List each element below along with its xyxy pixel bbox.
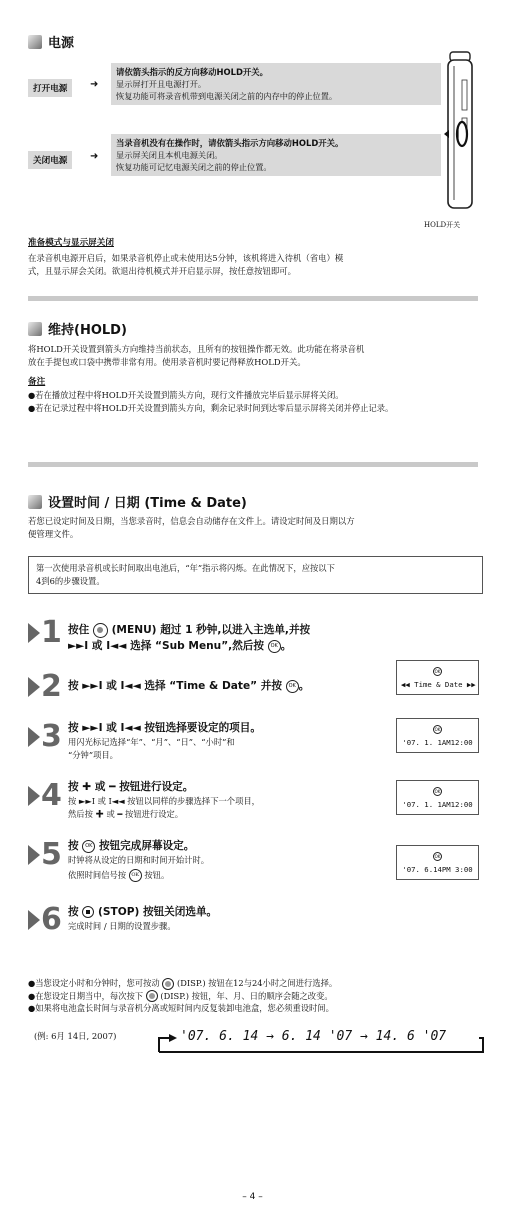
step-1-badge: 1 — [28, 618, 62, 648]
step-2-badge: 2 — [28, 672, 62, 702]
ok-indicator-icon: OK — [434, 854, 441, 859]
ok-button-icon: OK — [129, 869, 142, 882]
recorder-side-illustration — [440, 50, 480, 220]
page-number: – 4 – — [242, 1192, 263, 1202]
power-section-title: 电源 — [28, 32, 74, 51]
step-4-badge: 4 — [28, 781, 62, 811]
section-square-icon — [28, 495, 42, 509]
step-1-text: 按住 (MENU) 超过 1 秒钟,以进入主选单,并按 ►►I 或 I◄◄ 选择 “Sub Menu”,然后按 OK 。 — [68, 624, 311, 652]
lcd-screen-time-date: OK ◀◀ Time & Date ▶▶ — [396, 660, 479, 695]
lcd-screen-year: OK '07. 1. 1AM12:00 — [396, 718, 479, 753]
step-5-badge: 5 — [28, 840, 62, 870]
stop-button-icon — [82, 906, 94, 918]
lcd-screen-set: OK '07. 6.14PM 3:00 — [396, 845, 479, 880]
time-intro-text: 若您已设定时间及日期，当您录音时，信息会自动储存在文件上。请设定时间及日期以方 便管理文件。 — [28, 516, 355, 539]
date-example-label: (例: 6月 14日, 2007) — [34, 1031, 117, 1041]
time-section-title: 设置时间 / 日期 (Time & Date) — [28, 492, 247, 511]
hold-section-title: 维持(HOLD) — [28, 319, 127, 338]
step-2-text: 按 ►►I 或 I◄◄ 选择 “Time & Date” 并按 OK 。 — [68, 680, 310, 692]
date-order-sequence: '07. 6. 14 → 6. 14 '07 → 14. 6 '07 — [180, 1029, 447, 1044]
ok-indicator-icon: OK — [434, 669, 441, 674]
step-6-text: 按 (STOP) 按钮关闭选单。 完成时间 / 日期的设置步骤。 — [68, 906, 218, 931]
standby-text: 在录音机电源开启后，如果录音机停止或未使用达5分钟，该机将进入待机（省电）模 式，且显示屏会关闭。欲退出待机模式并开启显示屏，按任意按钮即可。 — [28, 253, 344, 276]
step-triangle-icon — [28, 727, 40, 747]
power-off-label: 关闭电源 — [28, 151, 72, 169]
ok-indicator-icon: OK — [434, 789, 441, 794]
ok-button-icon: OK — [82, 840, 95, 853]
hold-text: 将HOLD开关设置到箭头方向维持当前状态，且所有的按钮操作都无效。此功能在将录音机 放在手提包或口袋中携带非常有用。使用录音机时要记得释放HOLD开关。 — [28, 344, 365, 367]
power-off-description: 当录音机没有在操作时，请依箭头指示方向移动HOLD开关。 显示屏关闭且本机电源关闭。 恢复功能可记忆电源关闭之前的停止位置。 — [111, 134, 441, 176]
power-on-description: 请依箭头指示的反方向移动HOLD开关。 显示屏打开且电源打开。 恢复功能可将录音机带到电源关闭之前的内存中的停止位置。 — [111, 63, 441, 105]
menu-button-icon — [93, 623, 108, 638]
step-triangle-icon — [28, 786, 40, 806]
step-triangle-icon — [28, 910, 40, 930]
section-square-icon — [28, 322, 42, 336]
ok-button-icon: OK — [268, 640, 281, 653]
power-on-label: 打开电源 — [28, 79, 72, 97]
arrow-right-icon: ➜ — [90, 151, 99, 162]
step-3-text: 按 ►►I 或 I◄◄ 按钮选择要设定的项目。 用闪光标记选择“年”、“月”、“日”、“小时”和 “分钟”项目。 — [68, 722, 261, 760]
time-notes: ●当您设定小时和分钟时，您可按动 (DISP.) 按钮在12与24小时之间进行选择。 ●在您设定日期当中，每次按下 (DISP.) 按钮，年、月、日的顺序会随之改变。 ●如果将电池盒长时间与录音机分离或短时间内反复装卸电池盒，您必须重设时间。 — [28, 978, 338, 1013]
standby-heading: 准备模式与显示屏关闭 — [28, 238, 114, 248]
step-triangle-icon — [28, 623, 40, 643]
ok-button-icon: OK — [286, 680, 299, 693]
section-divider — [28, 296, 478, 301]
disp-button-icon — [146, 990, 158, 1002]
step-triangle-icon — [28, 845, 40, 865]
section-divider — [28, 462, 478, 467]
step-4-text: 按 ✚ 或 ━ 按钮进行设定。 按 ►►I 或 I◄◄ 按钮以同样的步骤选择下一个项目， 然后按 ✚ 或 ━ 按钮进行设定。 — [68, 781, 260, 819]
section-square-icon — [28, 35, 42, 49]
time-first-use-note: 第一次使用录音机或长时间取出电池后，“年”指示将闪烁。在此情况下，应按以下 4到6的步骤设置。 — [28, 556, 483, 594]
step-5-text: 按 OK 按钮完成屏幕设定。 时钟将从设定的日期和时间开始计时。 依照时间信号按 OK 按钮。 — [68, 840, 210, 880]
arrow-right-icon: ➜ — [90, 79, 99, 90]
step-3-badge: 3 — [28, 722, 62, 752]
hold-note-heading: 备注 — [28, 377, 46, 387]
step-6-badge: 6 — [28, 905, 62, 935]
hold-notes: ●若在播放过程中将HOLD开关设置到箭头方向，现行文件播放完毕后显示屏将关闭。 ●若在记录过程中将HOLD开关设置到箭头方向，剩余记录时间到达零后显示屏将关闭并停止记录。 — [28, 390, 394, 413]
disp-button-icon — [162, 978, 174, 990]
hold-switch-label: HOLD开关 — [424, 221, 461, 229]
ok-indicator-icon: OK — [434, 727, 441, 732]
step-triangle-icon — [28, 677, 40, 697]
lcd-screen-month: OK '07. 1. 1AM12:00 — [396, 780, 479, 815]
